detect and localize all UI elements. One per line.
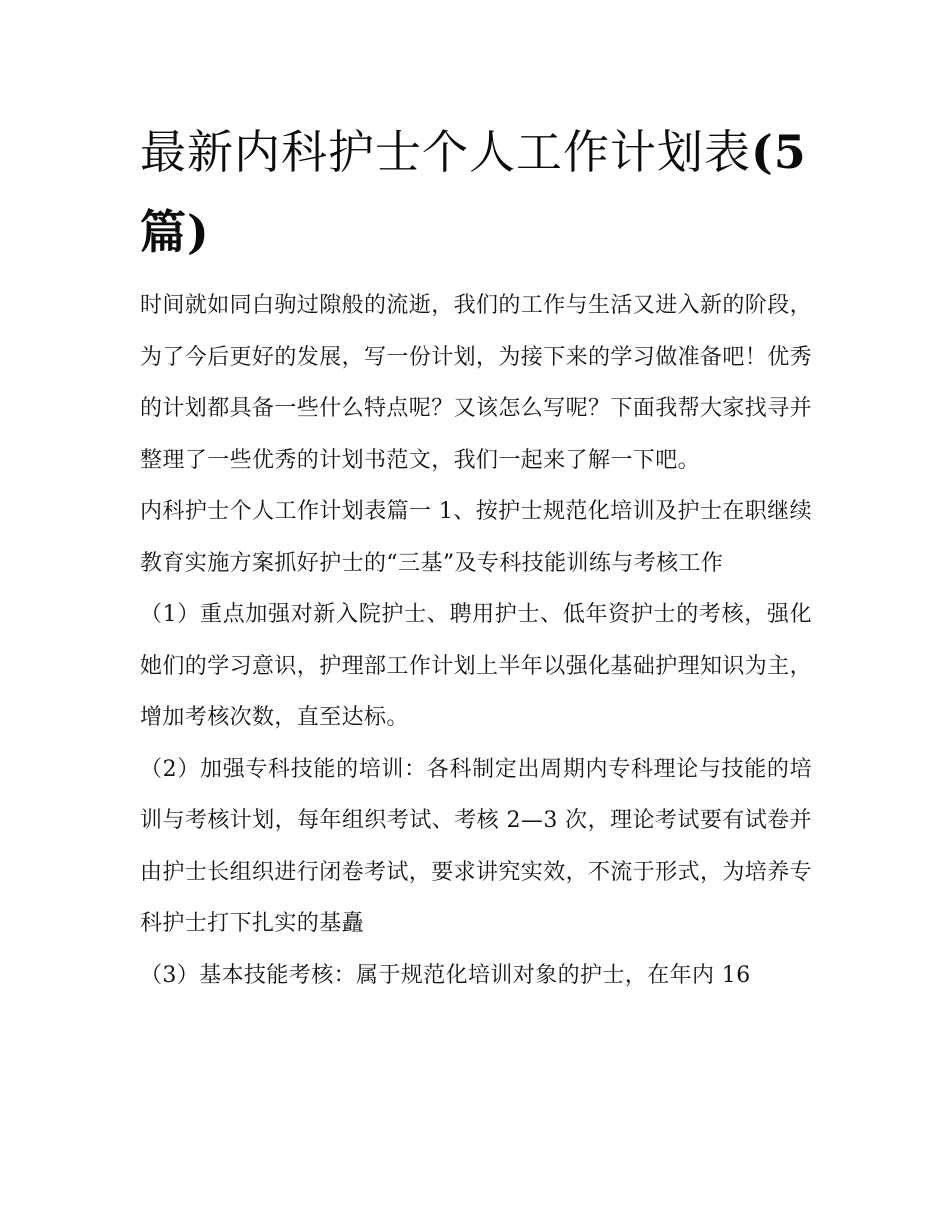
document-content bbox=[140, 112, 812, 1001]
item-1-paragraph: （1）重点加强对新入院护士、聘用护士、低年资护士的考核，强化她们的学习意识，护理部工作计划上半年以强化基础护理知识为主，增加考核次数，直至达标。 bbox=[140, 602, 813, 730]
title-main: 最新内科护士个人工作计划表 bbox=[140, 125, 751, 179]
title-suffix: (5 篇) bbox=[140, 125, 807, 259]
item-2-paragraph: （2）加强专科技能的培训：各科制定出周期内专科理论与技能的培训与考核计划，每年组织考试、考核 2—3 次，理论考试要有试卷并由护士长组织进行闭卷考试，要求讲究实效，不流于形式，为培养专科护士打下扎实的基矗 bbox=[140, 756, 813, 936]
document-title bbox=[140, 112, 812, 272]
document-body bbox=[140, 280, 812, 1001]
item-3-paragraph: （3）基本技能考核：属于规范化培训对象的护士，在年内 16 bbox=[140, 962, 751, 988]
intro-paragraph: 时间就如同白驹过隙般的流逝，我们的工作与生活又进入新的阶段，为了今后更好的发展，写一份计划，为接下来的学习做准备吧！优秀的计划都具备一些什么特点呢？又该怎么写呢？下面我帮大家找寻并整理了一些优秀的计划书范文，我们一起来了解一下吧。 bbox=[140, 293, 813, 473]
section-one-paragraph: 内科护士个人工作计划表篇一 1、按护士规范化培训及护士在职继续教育实施方案抓好护士的“三基”及专科技能训练与考核工作 bbox=[140, 499, 812, 576]
